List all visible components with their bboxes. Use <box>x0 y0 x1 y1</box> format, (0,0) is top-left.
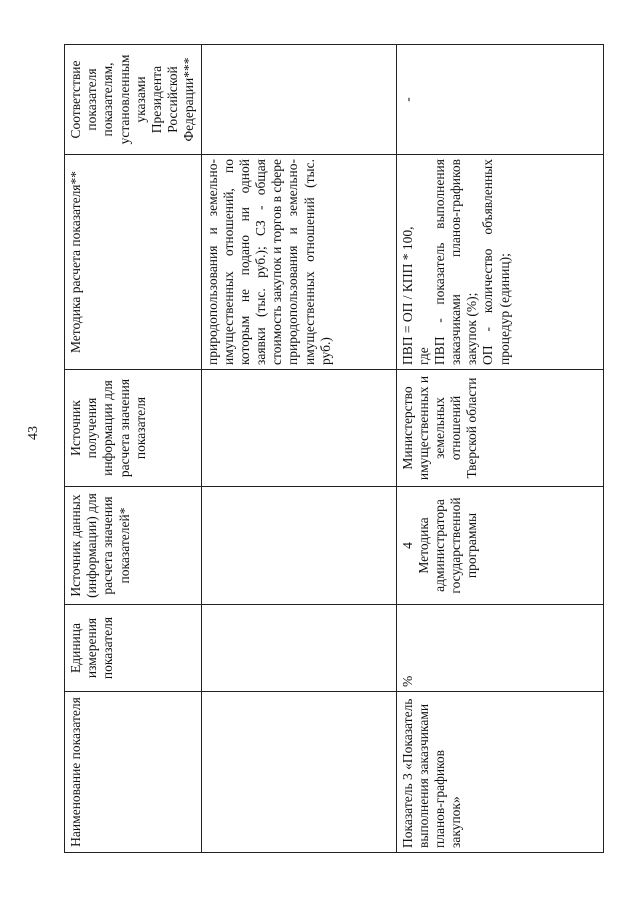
header-name: Наименование показателя <box>65 692 202 853</box>
header-info-source: Источник получения информации для расчета значения показателя <box>65 370 202 487</box>
cell-empty <box>201 370 396 487</box>
method-op: ОП - количество объявленных процедур (единиц); <box>480 159 512 365</box>
indicator-unit: % <box>396 605 604 692</box>
cell-empty <box>201 45 396 155</box>
cell-empty <box>201 692 396 853</box>
method-where: где <box>415 347 431 365</box>
indicator-data-source <box>396 487 604 605</box>
header-data-source: Источник данных (информации) для расчета значения показателей* <box>65 487 202 605</box>
indicator-compliance: - <box>396 45 604 155</box>
continued-row <box>201 45 396 853</box>
cell-empty <box>201 605 396 692</box>
method-pvp: ПВП - показатель выполнения заказчиками планов-графиков закупок (%); <box>431 159 480 365</box>
continued-method-text: природопользования и земельно-имущественных отношений, по которым не подано ни одной заявки (тыс. руб.); СЗ - общая стоимость закупок и торгов в сфере природопользования и земельно-имущественных отношений (тыс. руб.) <box>201 155 396 370</box>
data-source-number: 4 <box>399 542 415 549</box>
cell-empty <box>201 487 396 605</box>
data-source-text: Методика администратора государственной программы <box>415 497 480 594</box>
method-formula: ПВП = ОП / КПП * 100, <box>399 226 415 365</box>
page-number: 43 <box>26 426 41 440</box>
header-unit: Единица измерения показателя <box>65 605 202 692</box>
indicators-table <box>64 44 604 853</box>
header-compliance: Соответствие показателя показателям, установленным указами Президента Российской Федерации*** <box>65 45 202 155</box>
rotated-page <box>64 33 604 853</box>
indicator-row <box>396 45 604 853</box>
indicator-info-source: Министерство имущественных и земельных отношений Тверской области <box>396 370 604 487</box>
header-row <box>65 45 202 853</box>
header-method: Методика расчета показателя** <box>65 155 202 370</box>
indicator-name: Показатель 3 «Показатель выполнения заказчиками планов-графиков закупок» <box>396 692 604 853</box>
indicator-method <box>396 155 604 370</box>
